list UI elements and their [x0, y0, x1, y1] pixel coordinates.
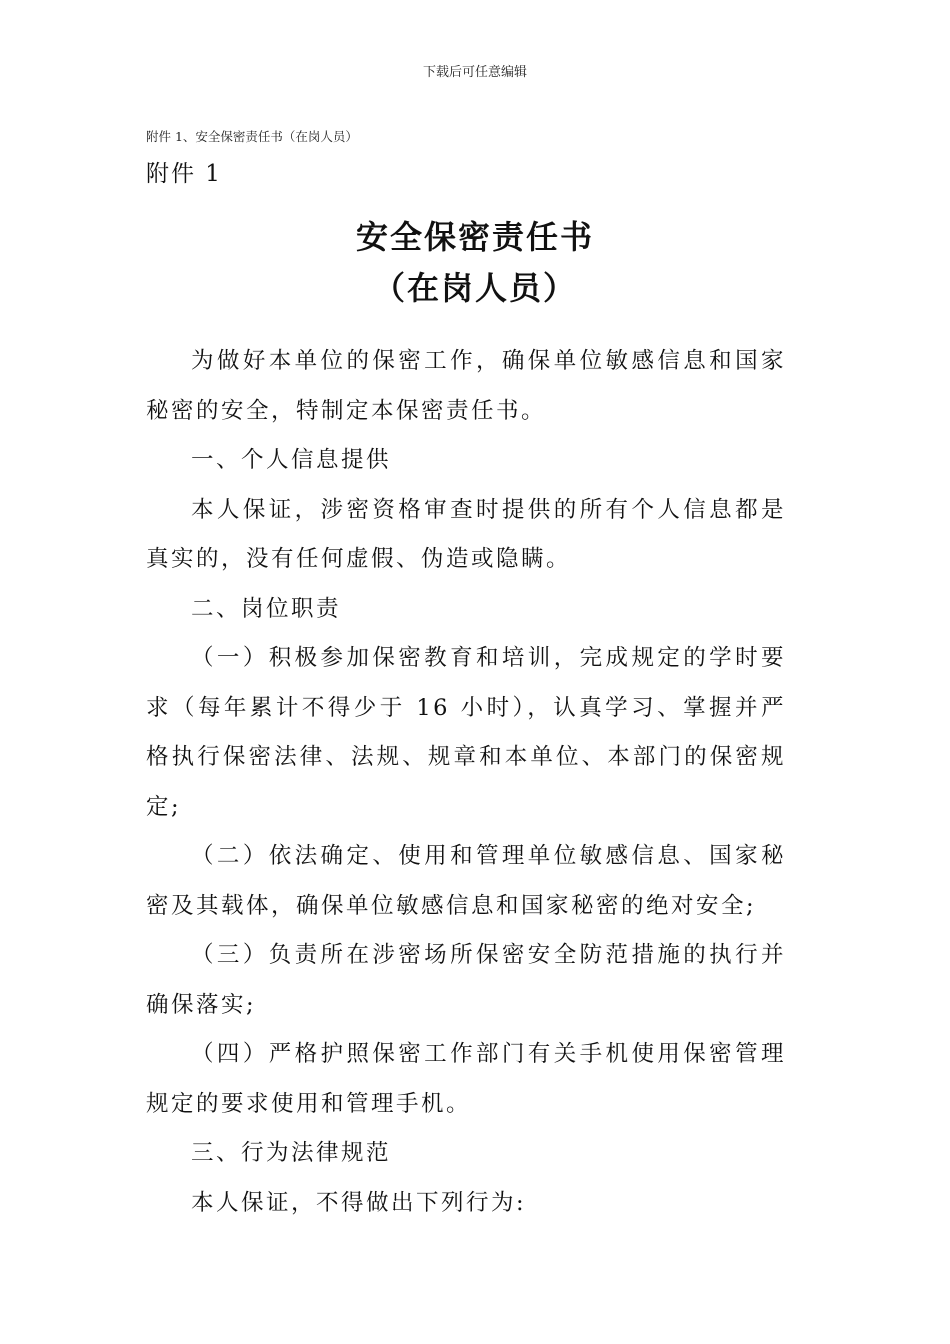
duty-item-3: （三）负责所在涉密场所保密安全防范措施的执行并确保落实;: [146, 942, 786, 1018]
attachment-label: 附件 1: [146, 161, 222, 187]
section-heading-conduct: 三、行为法律规范: [191, 1140, 392, 1166]
page-header-note: 下载后可任意编辑: [422, 65, 527, 80]
duty-item-1: （一）积极参加保密教育和培训，完成规定的学时要求（每年累计不得少于 16 小时），认真学习、掌握并严格执行保密法律、法规、规章和本单位、本部门的保密规定;: [146, 645, 786, 820]
document-subtitle: （在岗人员）: [372, 269, 577, 307]
paragraph-conduct: 本人保证，不得做出下列行为:: [191, 1189, 527, 1216]
section-heading-duties: 二、岗位职责: [191, 595, 342, 622]
document-body: [146, 337, 786, 1228]
section-heading-personal-info: 一、个人信息提供: [191, 447, 392, 473]
document-title: 安全保密责任书: [355, 218, 594, 256]
duty-item-4: （四）严格护照保密工作部门有关手机使用保密管理规定的要求使用和管理手机。: [146, 1041, 786, 1117]
duty-item-2: （二）依法确定、使用和管理单位敏感信息、国家秘密及其载体，确保单位敏感信息和国家秘密的绝对安全;: [146, 843, 786, 919]
document-caption: 附件 1、安全保密责任书（在岗人员）: [146, 129, 358, 144]
paragraph-personal-info: 本人保证，涉密资格审查时提供的所有个人信息都是真实的，没有任何虚假、伪造或隐瞒。: [146, 496, 786, 572]
intro-paragraph: 为做好本单位的保密工作，确保单位敏感信息和国家秘密的安全，特制定本保密责任书。: [146, 348, 786, 424]
